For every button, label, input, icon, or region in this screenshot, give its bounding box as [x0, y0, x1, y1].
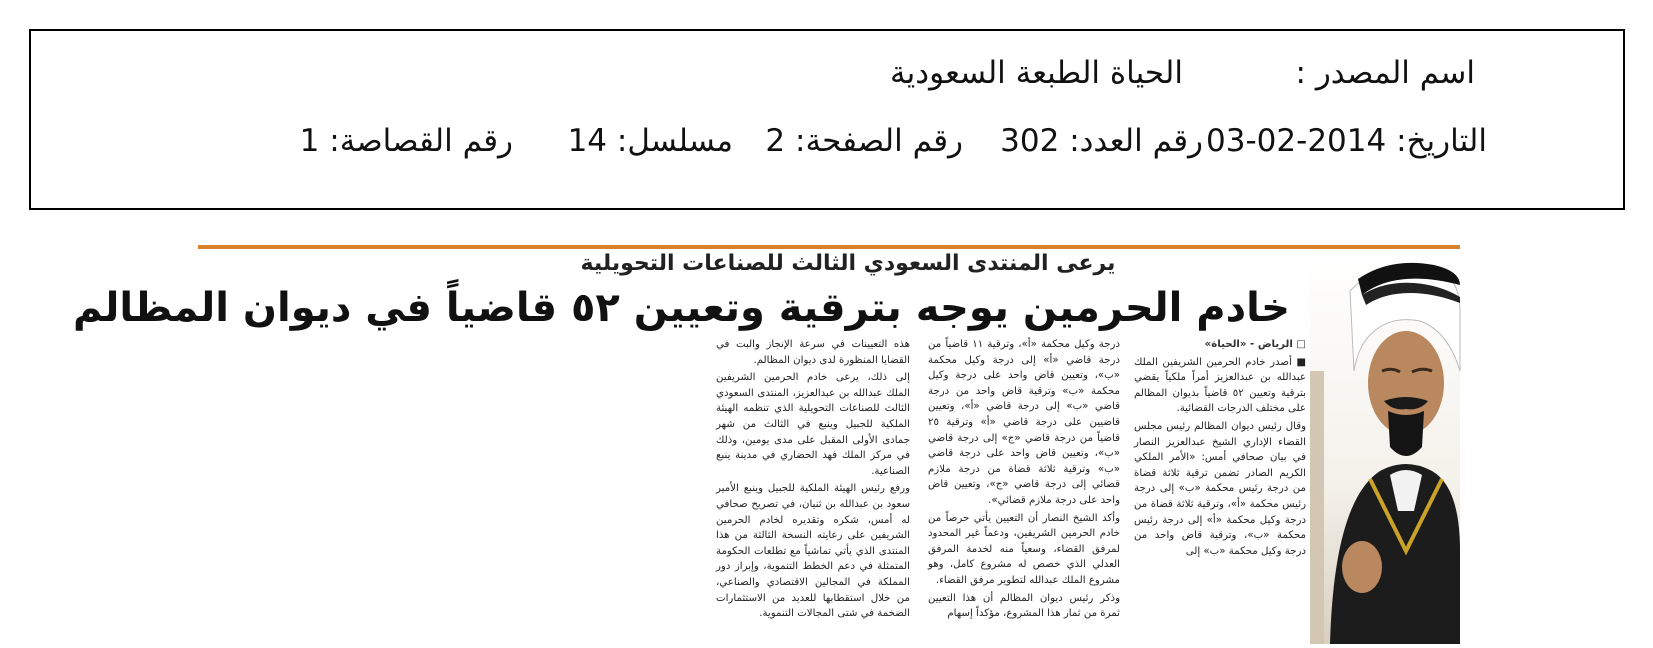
serial-label: مسلسل:: [616, 123, 733, 159]
portrait-photo: [1310, 251, 1460, 644]
source-value: الحياة الطبعة السعودية: [890, 55, 1183, 91]
col2-paragraph: درجة وكيل محكمة «أ»، وترقية ١١ قاضياً من درجة قاضي «أ» إلى درجة وكيل محكمة «ب»، وتعيين قاض واحد على درجة وكيل محكمة «ب» وترقية قاض واحد من درجة قاضي «ب» إلى درجة قاضي «أ»، وتعيين قاضيين على درجة قاضي «أ» وترقية ٢٥ قاضياً من درجة قاضي «ج» إلى درجة قاضي «ب»، وتعيين قاض واحد على درجة قاضي «ب» وترقية ثلاثة قضاة من درجة ملازم قضائي إلى درجة قاضي «ج»، وتعيين قاض واحد على درجة ملازم قضائي».: [928, 339, 1120, 506]
col2-paragraph: وأكد الشيخ النصار أن التعيين يأتي حرصاً من خادم الحرمين الشريفين، ودعماً غير المحدود لمرفق القضاء، وسعياً منه لخدمة المرفق العدلي الذي خصص له مشروع كامل، وهو مشروع الملك عبدالله لتطوير مرفق القضاء.: [928, 512, 1120, 586]
date-value: 2014-02-03: [1206, 123, 1387, 159]
col3-paragraph: ورفع رئيس الهيئة الملكية للجبيل وينبع الأمير سعود بن عبدالله بن ثنيان، في تصريح صحافي له أمس، شكره وتقديره لخادم الحرمين الشريفين على رعايته النسخة الثالثة من هذا المنتدى الذي يأتي تماشياً مع تطلعات الحكومة المتمثلة في دعم الخطط التنموية، وإبراز دور المملكة في المجالين الاقتصادي والصناعي، من خلال استقطابها للعديد من الاستثمارات الضخمة في شتى المجالات التنموية.: [716, 483, 910, 620]
serial-field: [568, 121, 733, 161]
col1-paragraph: وقال رئيس ديوان المظالم رئيس مجلس القضاء الإداري الشيخ عبدالعزيز النصار في بيان صحافي أمس: «الأمر الملكي الكريم الصادر تضمن ترقية ثلاثة قضاة من درجة رئيس محكمة «ب» إلى درجة رئيس محكمة «أ»، وترقية ثلاثة قضاة من درجة وكيل محكمة «أ» إلى درجة رئيس محكمة «ب»، وترقية قاض واحد من درجة وكيل محكمة «ب» إلى: [1134, 420, 1306, 557]
col1-paragraph: ■ أصدر خادم الحرمين الشريفين الملك عبدالله بن عبدالعزيز أمراً ملكياً يقضي بترقية وتعيين ٥٢ قاضياً بديوان المظالم على مختلف الدرجات القضائية.: [1134, 356, 1306, 415]
date-field: [1206, 121, 1487, 161]
article-dateline: □ الرياض - «الحياة»: [1204, 339, 1306, 350]
clip-field: [300, 121, 513, 161]
source-info-box: [29, 29, 1625, 210]
article-column-2: [928, 337, 1120, 647]
serial-value: 14: [567, 123, 608, 159]
clip-label: رقم القصاصة:: [329, 123, 513, 159]
article-headline: خادم الحرمين يوجه بترقية وتعيين ٥٢ قاضياً في ديوان المظالم: [73, 285, 1290, 331]
col2-paragraph: وذكر رئيس ديوان المظالم أن هذا التعيين ثمرة من ثمار هذا المشروع، مؤكداً إسهام: [928, 592, 1120, 620]
page-field: [765, 121, 963, 161]
article-column-1: [1134, 337, 1306, 647]
col3-paragraph: إلى ذلك، يرعى خادم الحرمين الشريفين الملك عبدالله بن عبدالعزيز، المنتدى السعودي الثالث للصناعات التحويلية الذي تنظمه الهيئة الملكية للجبيل وينبع في الثالث من شهر جمادى الأولى المقبل على مدى يومين، وذلك في مركز الملك فهد الحضاري في مدينة ينبع الصناعية.: [716, 372, 910, 477]
source-label: اسم المصدر :: [1295, 55, 1475, 91]
issue-label: رقم العدد:: [1069, 123, 1203, 159]
clip-value: 1: [299, 123, 320, 159]
article-kicker: يرعى المنتدى السعودي الثالث للصناعات التحويلية: [580, 251, 1116, 276]
page-label: رقم الصفحة:: [795, 123, 963, 159]
portrait-illustration: [1310, 251, 1460, 644]
page-value: 2: [765, 123, 786, 159]
col3-paragraph: هذه التعيينات في سرعة الإنجاز والبت في القضايا المنظورة لدى ديوان المظالم.: [716, 339, 910, 366]
issue-field: [1000, 121, 1203, 161]
date-label: التاريخ:: [1396, 123, 1487, 159]
issue-value: 302: [1000, 123, 1060, 159]
article-column-3: [716, 337, 910, 647]
newspaper-clipping: [73, 245, 1460, 644]
top-rule: [198, 245, 1460, 249]
